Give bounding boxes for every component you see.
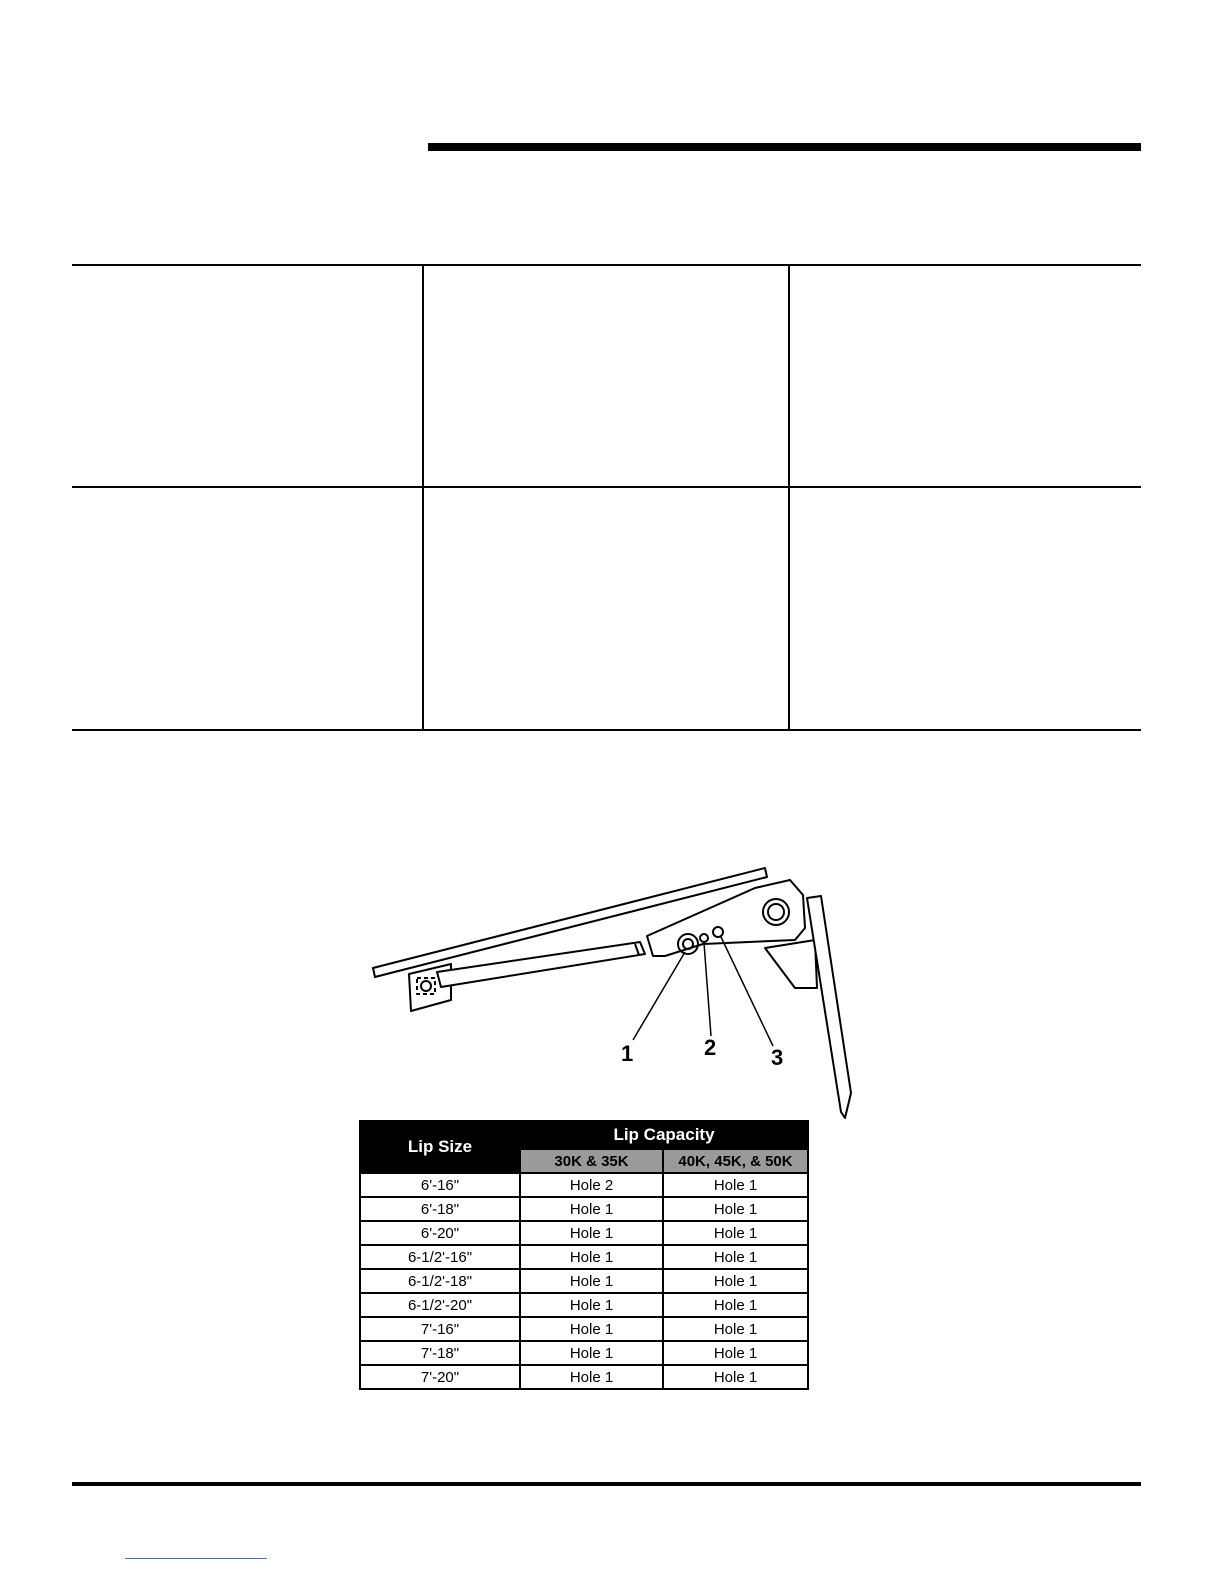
- lip-size-cell: 6'-16": [360, 1173, 520, 1197]
- dock-leveler-lip-diagram: [365, 860, 865, 1125]
- hole-cell: Hole 1: [520, 1293, 663, 1317]
- footer-rule: [72, 1482, 1141, 1486]
- table-row: [360, 1173, 808, 1197]
- lip-plate: [807, 896, 851, 1118]
- hole-cell: Hole 1: [663, 1245, 808, 1269]
- grid-line-middle: [72, 486, 1141, 488]
- callout-3: 3: [771, 1045, 784, 1070]
- lip-table-body: [360, 1173, 808, 1389]
- hole-cell: Hole 1: [520, 1245, 663, 1269]
- lip-size-cell: 7'-16": [360, 1317, 520, 1341]
- hole-cell: Hole 1: [663, 1317, 808, 1341]
- callout-2: 2: [704, 1035, 717, 1060]
- hole-cell: Hole 1: [663, 1341, 808, 1365]
- callout-1: 1: [621, 1041, 634, 1066]
- hole-cell: Hole 1: [663, 1365, 808, 1389]
- hole-cell: Hole 1: [520, 1197, 663, 1221]
- table-row: [360, 1221, 808, 1245]
- hole-cell: Hole 1: [663, 1197, 808, 1221]
- grid-divider-1: [422, 264, 424, 731]
- lip-size-cell: 6'-20": [360, 1221, 520, 1245]
- table-row: [360, 1293, 808, 1317]
- hole-cell: Hole 1: [663, 1221, 808, 1245]
- lip-size-cell: 6-1/2'-20": [360, 1293, 520, 1317]
- table-row: [360, 1245, 808, 1269]
- hole-cell: Hole 1: [663, 1293, 808, 1317]
- lip-size-hole-table: [359, 1120, 809, 1390]
- table-row: [360, 1197, 808, 1221]
- grid-line-bottom: [72, 729, 1141, 731]
- lip-size-cell: 6-1/2'-16": [360, 1245, 520, 1269]
- grid-line-top: [72, 264, 1141, 266]
- leader-line-1: [633, 952, 685, 1040]
- hole-cell: Hole 2: [520, 1173, 663, 1197]
- table-row: [360, 1365, 808, 1389]
- hole-cell: Hole 1: [520, 1269, 663, 1293]
- hole-cell: Hole 1: [520, 1221, 663, 1245]
- hole-cell: Hole 1: [663, 1173, 808, 1197]
- header-rule: [428, 143, 1141, 151]
- lip-capacity-header: Lip Capacity: [520, 1121, 808, 1149]
- grid-divider-2: [788, 264, 790, 731]
- lip-size-cell: 7'-18": [360, 1341, 520, 1365]
- hole-cell: Hole 1: [520, 1365, 663, 1389]
- lip-size-header: Lip Size: [360, 1121, 520, 1173]
- hole-cell: Hole 1: [663, 1269, 808, 1293]
- capacity-30k-35k-header: 30K & 35K: [520, 1149, 663, 1173]
- lip-size-cell: 6'-18": [360, 1197, 520, 1221]
- table-row: [360, 1269, 808, 1293]
- table-row: [360, 1341, 808, 1365]
- lip-size-cell: 6-1/2'-18": [360, 1269, 520, 1293]
- leader-line-2: [704, 943, 711, 1036]
- hole-cell: Hole 1: [520, 1341, 663, 1365]
- hole-cell: Hole 1: [520, 1317, 663, 1341]
- lip-size-cell: 7'-20": [360, 1365, 520, 1389]
- table-row: [360, 1317, 808, 1341]
- lip-gusset: [765, 940, 817, 988]
- empty-grid: [72, 264, 1141, 731]
- capacity-40k-50k-header: 40K, 45K, & 50K: [663, 1149, 808, 1173]
- leader-line-3: [721, 937, 773, 1046]
- footer-link-underline: [125, 1558, 267, 1559]
